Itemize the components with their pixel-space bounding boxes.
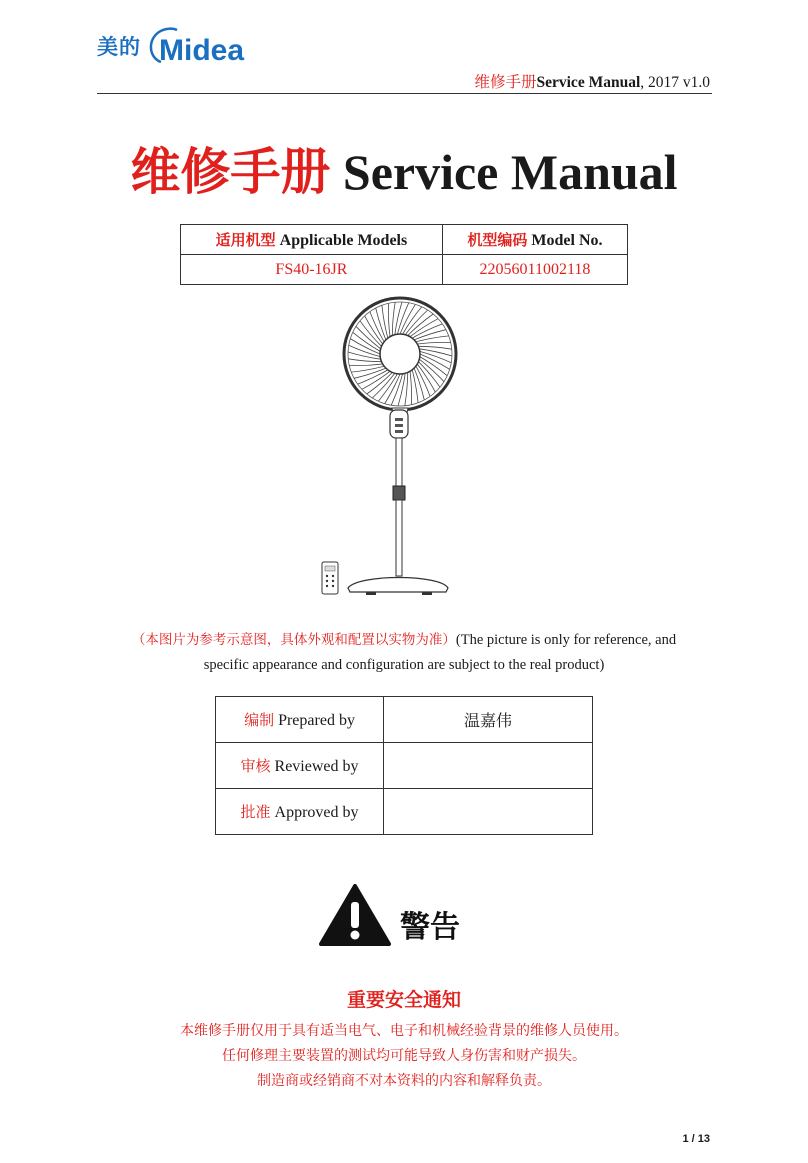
header-modelno-en: Model No. bbox=[531, 232, 603, 249]
running-header bbox=[474, 70, 710, 92]
fan-base-icon bbox=[348, 578, 448, 593]
reviewed-label-cn: 审核 bbox=[240, 757, 271, 775]
approval-row-reviewed bbox=[216, 743, 593, 789]
approved-value bbox=[384, 789, 593, 835]
model-table bbox=[180, 224, 628, 285]
model-no-cell: 22056011002118 bbox=[442, 255, 627, 285]
warning-triangle-icon bbox=[318, 882, 392, 948]
model-cell: FS40-16JR bbox=[181, 255, 443, 285]
reviewed-label bbox=[216, 743, 384, 789]
approved-label bbox=[216, 789, 384, 835]
page-total: 13 bbox=[697, 1133, 710, 1145]
prepared-label bbox=[216, 697, 384, 743]
reviewed-label-en: Reviewed by bbox=[274, 758, 359, 775]
title-en: Service Manual bbox=[342, 144, 678, 200]
prepared-value-text: 温嘉伟 bbox=[463, 711, 512, 730]
header-en: Service Manual bbox=[536, 74, 641, 91]
logo-brand-text: Midea bbox=[159, 34, 245, 67]
reviewed-value bbox=[384, 743, 593, 789]
approved-label-en: Approved by bbox=[274, 804, 359, 821]
page-number bbox=[682, 1133, 710, 1145]
logo-cn-text: 美的 bbox=[97, 35, 141, 59]
header-applicable-en: Applicable Models bbox=[279, 232, 408, 249]
header-modelno-cn: 机型编码 bbox=[467, 231, 528, 249]
safety-notice-line: 制造商或经销商不对本资料的内容和解释负责。 bbox=[257, 1073, 551, 1089]
prepared-label-en: Prepared by bbox=[278, 712, 355, 729]
page-separator: / bbox=[688, 1133, 698, 1145]
prepared-label-cn: 编制 bbox=[244, 711, 275, 729]
header-applicable-cn: 适用机型 bbox=[215, 231, 276, 249]
header-divider bbox=[97, 93, 712, 94]
note-en-line2: specific appearance and configuration are subject to the real product) bbox=[203, 657, 605, 673]
note-cn: （本图片为参考示意图，具体外观和配置以实物为准） bbox=[131, 632, 456, 648]
header-version: , 2017 v1.0 bbox=[640, 74, 710, 91]
title-cn: 维修手册 bbox=[130, 143, 331, 201]
approval-row-approved bbox=[216, 789, 593, 835]
image-note bbox=[0, 628, 808, 678]
safety-notice-line: 任何修理主要装置的测试均可能导致人身伤害和财产损失。 bbox=[222, 1048, 586, 1064]
safety-notice-title: 重要安全通知 bbox=[346, 989, 461, 1011]
note-en-line1: (The picture is only for reference, and bbox=[455, 632, 677, 648]
midea-wordmark-icon bbox=[145, 24, 275, 68]
prepared-value bbox=[384, 697, 593, 743]
warning-label: 警告 bbox=[400, 910, 460, 945]
model-table-header-applicable bbox=[181, 225, 443, 255]
midea-logo bbox=[97, 24, 275, 68]
approved-label-cn: 批准 bbox=[240, 803, 271, 821]
model-table-header-row bbox=[181, 225, 628, 255]
fan-illustration bbox=[318, 296, 478, 606]
model-table-row bbox=[181, 255, 628, 285]
safety-notice-line: 本维修手册仅用于具有适当电气、电子和机械经验背景的维修人员使用。 bbox=[180, 1023, 628, 1039]
page-current: 1 bbox=[682, 1133, 689, 1145]
header-cn: 维修手册 bbox=[474, 74, 537, 91]
approval-table bbox=[215, 696, 593, 835]
model-table-header-modelno bbox=[442, 225, 627, 255]
page-title bbox=[0, 132, 808, 204]
approval-row-prepared bbox=[216, 697, 593, 743]
